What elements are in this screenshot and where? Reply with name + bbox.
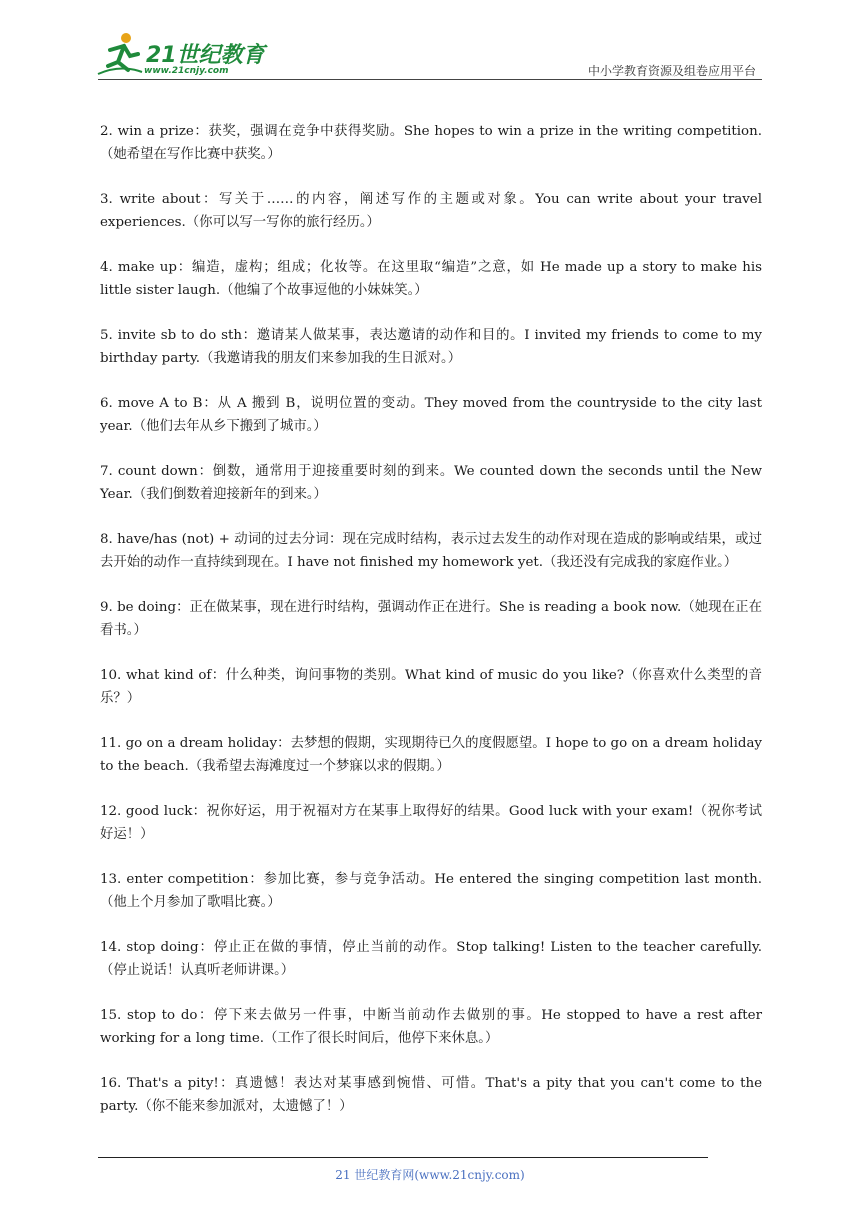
site-logo (96, 30, 266, 82)
phrase-entry: 10. what kind of：什么种类，询问事物的类别。What kind of music do you like?（你喜欢什么类型的音乐？） (100, 668, 762, 706)
footer-divider (98, 1157, 708, 1158)
phrase-entry: 3. write about：写关于……的内容，阐述写作的主题或对象。You can write about your travel experiences.（你可以写一写你的旅行经历。） (100, 192, 762, 230)
phrase-entry: 15. stop to do：停下来去做另一件事，中断当前动作去做别的事。He stopped to have a rest after working for a long time.（工作了很长时间后，他停下来休息。） (100, 1008, 762, 1046)
phrase-entry: 14. stop doing：停止正在做的事情，停止当前的动作。Stop talking! Listen to the teacher carefully.（停止说话！认真听老师讲课。） (100, 940, 762, 978)
page-header (0, 0, 860, 90)
phrase-entry: 12. good luck：祝你好运，用于祝福对方在某事上取得好的结果。Good luck with your exam!（祝你考试好运！） (100, 804, 762, 842)
footer-link[interactable]: 21 世纪教育网(www.21cnjy.com) (335, 1168, 525, 1182)
document-body (100, 120, 762, 1140)
phrase-entry: 8. have/has (not) + 动词的过去分词：现在完成时结构，表示过去发生的动作对现在造成的影响或结果，或过去开始的动作一直持续到现在。I have not finished my homework yet.（我还没有完成我的家庭作业。） (100, 532, 762, 570)
logo-text: 21世纪教育 (146, 43, 265, 68)
phrase-entry: 9. be doing：正在做某事，现在进行时结构，强调动作正在进行。She is reading a book now.（她现在正在看书。） (100, 600, 762, 638)
phrase-entry: 11. go on a dream holiday：去梦想的假期，实现期待已久的度假愿望。I hope to go on a dream holiday to the beach.（我希望去海滩度过一个梦寐以求的假期。） (100, 736, 762, 774)
phrase-entry: 4. make up：编造，虚构；组成；化妆等。在这里取“编造”之意，如 He made up a story to make his little sister laugh.（他编了个故事逗他的小妹妹笑。） (100, 260, 762, 298)
phrase-entry: 2. win a prize：获奖，强调在竞争中获得奖励。She hopes to win a prize in the writing competition.（她希望在写作比赛中获奖。） (100, 124, 762, 162)
phrase-entry: 5. invite sb to do sth：邀请某人做某事，表达邀请的动作和目的。I invited my friends to come to my birthday party.（我邀请我的朋友们来参加我的生日派对。） (100, 328, 762, 366)
logo-url: www.21cnjy.com (144, 66, 229, 76)
phrase-entry: 13. enter competition：参加比赛，参与竞争活动。He entered the singing competition last month.（他上个月参加了歌唱比赛。） (100, 872, 762, 910)
phrase-entry: 16. That's a pity!：真遗憾！表达对某事感到惋惜、可惜。That's a pity that you can't come to the party.（你不能来参加派对，太遗憾了！） (100, 1076, 762, 1114)
phrase-entry: 7. count down：倒数，通常用于迎接重要时刻的到来。We counted down the seconds until the New Year.（我们倒数着迎接新年的到来。） (100, 464, 762, 502)
runner-logo-icon (96, 30, 144, 78)
header-divider (98, 79, 762, 80)
platform-name: 中小学教育资源及组卷应用平台 (587, 64, 756, 78)
phrase-entry: 6. move A to B：从 A 搬到 B，说明位置的变动。They moved from the countryside to the city last year.（他们去年从乡下搬到了城市。） (100, 396, 762, 434)
